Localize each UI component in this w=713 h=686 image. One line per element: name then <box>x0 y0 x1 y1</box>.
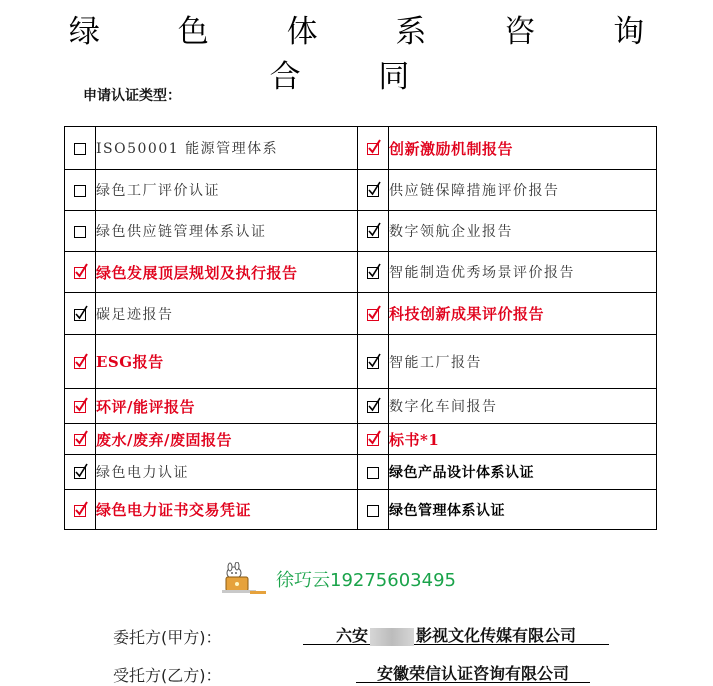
contract-title: 绿 色 体 系 咨 询 合 同 <box>68 14 679 95</box>
checked-checkbox[interactable] <box>74 401 86 413</box>
checked-checkbox[interactable] <box>74 467 86 479</box>
unchecked-checkbox[interactable] <box>74 185 86 197</box>
checked-checkbox[interactable] <box>367 309 379 321</box>
unchecked-checkbox[interactable] <box>367 467 379 479</box>
cert-type-label: 环评/能评报告 <box>96 389 358 424</box>
table-row <box>65 335 657 389</box>
checked-checkbox[interactable] <box>367 357 379 369</box>
table-row <box>65 252 657 293</box>
apply-type-label: 申请认证类型： <box>83 88 181 104</box>
cert-type-label: 智能制造优秀场景评价报告 <box>389 252 657 293</box>
cert-type-label: 数字化车间报告 <box>389 389 657 424</box>
checked-checkbox[interactable] <box>74 505 86 517</box>
contractor-name: 安徽荣信认证咨询有限公司 <box>356 661 590 683</box>
table-row <box>65 170 657 211</box>
client-name <box>303 623 609 645</box>
checked-checkbox[interactable] <box>74 434 86 446</box>
cert-type-label: 供应链保障措施评价报告 <box>389 170 657 211</box>
cert-type-label: ISO50001 能源管理体系 <box>96 127 358 170</box>
cert-type-label: 废水/废弃/废固报告 <box>96 424 358 455</box>
table-row <box>65 211 657 252</box>
checked-checkbox[interactable] <box>367 434 379 446</box>
table-row <box>65 490 657 530</box>
watermark <box>220 562 456 596</box>
cert-type-label: 绿色电力证书交易凭证 <box>96 490 358 530</box>
cert-type-label: 智能工厂报告 <box>389 335 657 389</box>
cert-type-label: 科技创新成果评价报告 <box>389 293 657 335</box>
contractor-label: 受托方(乙方)： <box>113 666 222 685</box>
laptop-bunny-sticker-icon <box>220 562 270 596</box>
table-row <box>65 455 657 490</box>
cert-type-label: 绿色管理体系认证 <box>389 490 657 530</box>
cert-type-label: 绿色发展顶层规划及执行报告 <box>96 252 358 293</box>
checked-checkbox[interactable] <box>367 226 379 238</box>
cert-type-label: 数字领航企业报告 <box>389 211 657 252</box>
cert-type-label: 绿色供应链管理体系认证 <box>96 211 358 252</box>
cert-type-label: ESG报告 <box>96 335 358 389</box>
client-label: 委托方(甲方)： <box>113 628 222 647</box>
unchecked-checkbox[interactable] <box>367 505 379 517</box>
cert-type-label: 碳足迹报告 <box>96 293 358 335</box>
unchecked-checkbox[interactable] <box>74 143 86 155</box>
cert-type-label: 标书*1 <box>389 424 657 455</box>
redacted-block <box>370 628 414 646</box>
cert-type-label: 创新激励机制报告 <box>389 127 657 170</box>
cert-type-label: 绿色工厂评价认证 <box>96 170 358 211</box>
table-row <box>65 127 657 170</box>
checked-checkbox[interactable] <box>74 357 86 369</box>
watermark-text: 徐巧云19275603495 <box>276 570 456 591</box>
checked-checkbox[interactable] <box>367 185 379 197</box>
certification-type-table <box>64 126 657 530</box>
table-row <box>65 293 657 335</box>
client-name-suffix: 影视文化传媒有限公司 <box>416 626 577 645</box>
client-name-prefix: 六安 <box>335 626 368 645</box>
checked-checkbox[interactable] <box>367 143 379 155</box>
checked-checkbox[interactable] <box>74 309 86 321</box>
checked-checkbox[interactable] <box>74 267 86 279</box>
unchecked-checkbox[interactable] <box>74 226 86 238</box>
table-row <box>65 424 657 455</box>
cert-type-label: 绿色产品设计体系认证 <box>389 455 657 490</box>
checked-checkbox[interactable] <box>367 401 379 413</box>
cert-type-label: 绿色电力认证 <box>96 455 358 490</box>
checked-checkbox[interactable] <box>367 267 379 279</box>
table-row <box>65 389 657 424</box>
